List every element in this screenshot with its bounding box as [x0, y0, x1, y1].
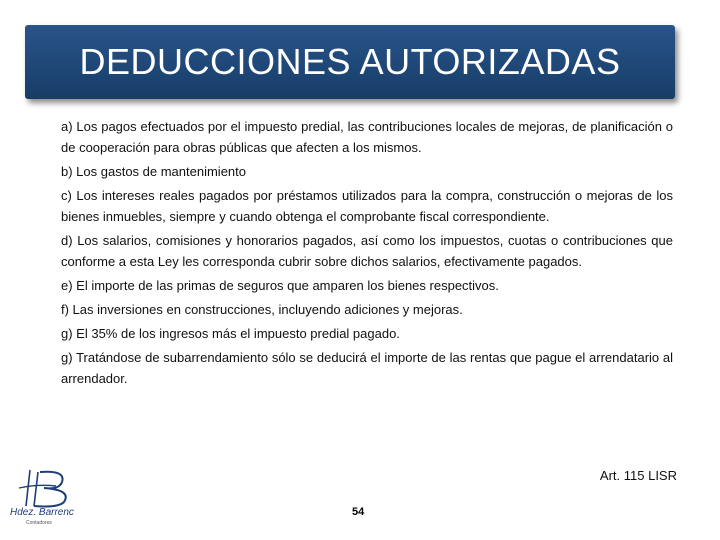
hb-monogram-icon	[4, 466, 80, 510]
page-title: DEDUCCIONES AUTORIZADAS	[79, 41, 621, 82]
deductions-list	[61, 116, 673, 392]
deduction-item-g: g) El 35% de los ingresos más el impuesto predial pagado.	[61, 326, 400, 341]
page-number: 54	[352, 506, 365, 518]
deduction-item-d: d) Los salarios, comisiones y honorarios pagados, así como los impuestos, cuotas o contribuciones que conforme a esta Ley les corresponda cubrir sobre dichos salarios, efectivamente pagados.	[61, 233, 673, 269]
article-reference: Art. 115 LISR	[599, 468, 677, 483]
title-banner	[25, 25, 675, 99]
logo-subtitle: Contadores	[26, 520, 52, 526]
deduction-item-g2: g) Tratándose de subarrendamiento sólo se deducirá el importe de las rentas que pague el arrendatario al arrendador.	[61, 350, 673, 386]
deduction-item-e: e) El importe de las primas de seguros que amparen los bienes respectivos.	[61, 278, 499, 293]
logo-name: Hdez. Barrenc	[10, 507, 74, 518]
company-logo	[4, 466, 80, 530]
deduction-item-f: f) Las inversiones en construcciones, incluyendo adiciones y mejoras.	[61, 302, 463, 317]
deduction-item-a: a) Los pagos efectuados por el impuesto predial, las contribuciones locales de mejoras, de planificación o de cooperación para obras públicas que afecten a los mismos.	[61, 119, 673, 155]
deduction-item-b: b) Los gastos de mantenimiento	[61, 164, 246, 179]
deduction-item-c: c) Los intereses reales pagados por préstamos utilizados para la compra, construcción o mejoras de los bienes inmuebles, siempre y cuando obtenga el comprobante fiscal correspondiente.	[61, 188, 673, 224]
